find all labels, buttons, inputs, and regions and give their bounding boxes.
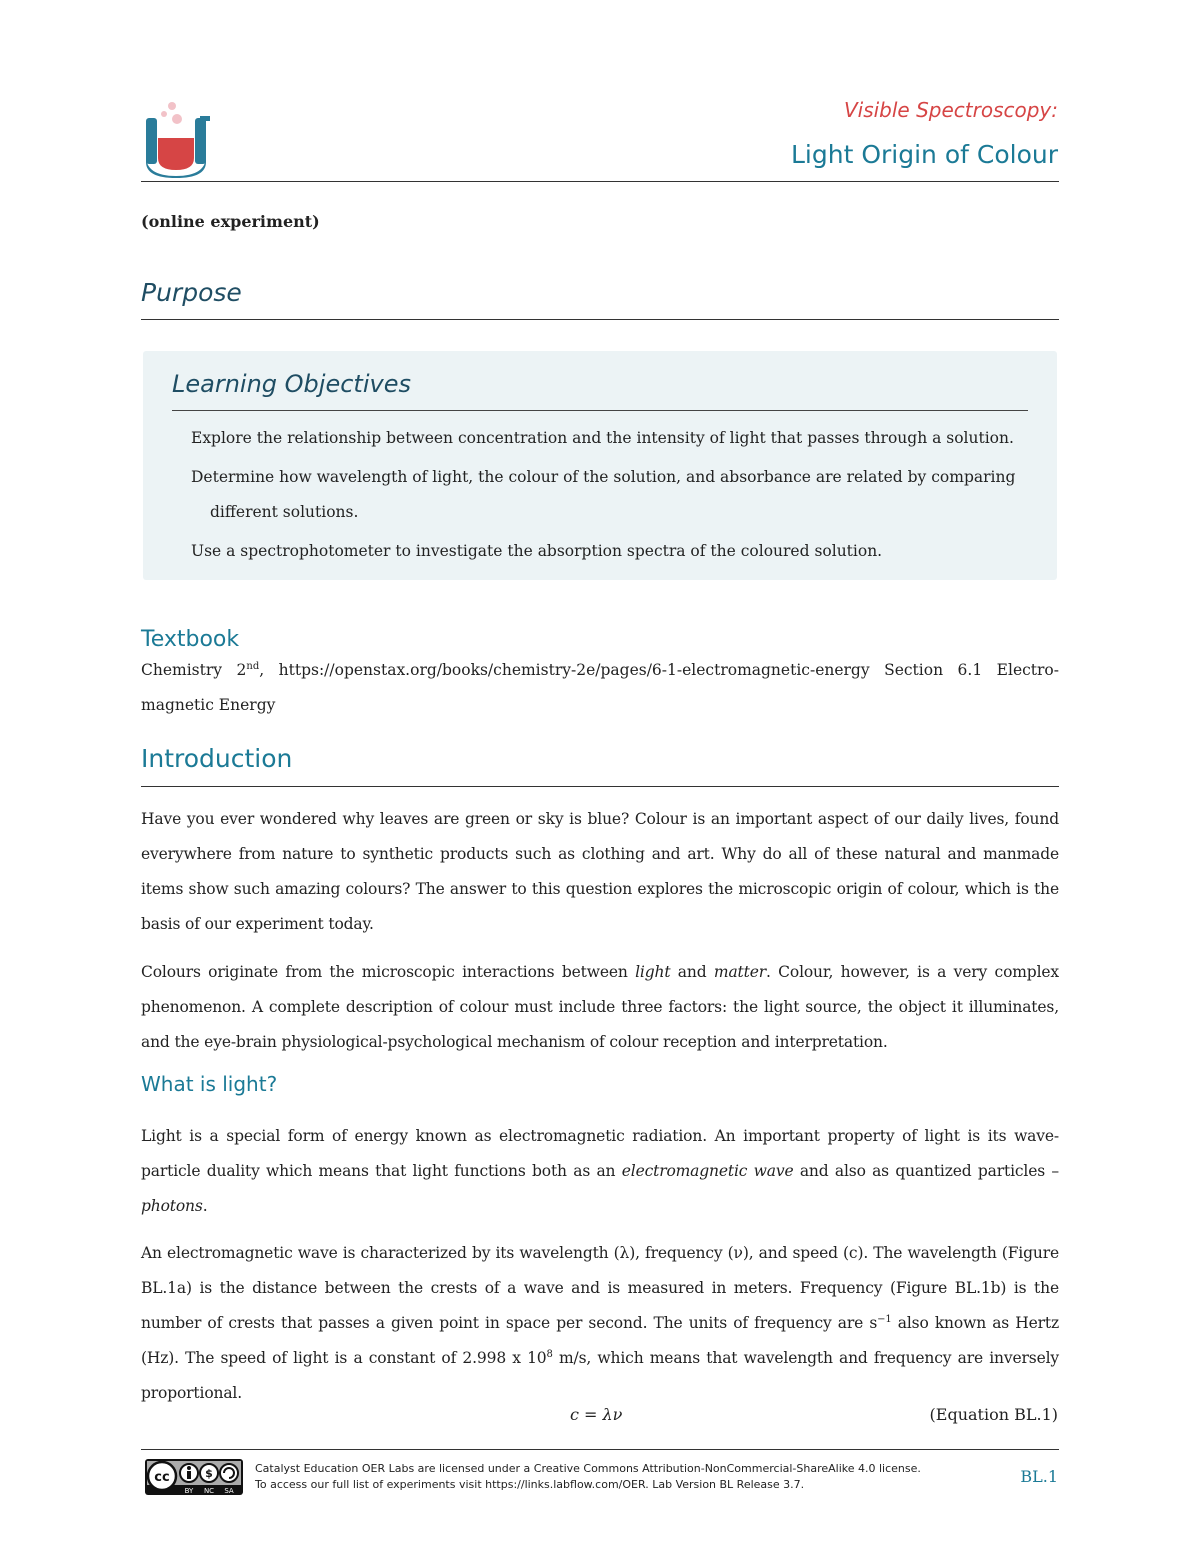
- footer-license-text: [255, 1461, 921, 1493]
- learning-objectives-divider: [172, 410, 1028, 411]
- objective-item-line: Determine how wavelength of light, the colour of the solution, and absorbance are related by comparing: [191, 468, 1016, 486]
- textbook-edition-sup: nd: [246, 660, 260, 672]
- superscript: −1: [877, 1313, 892, 1325]
- emphasis-em-wave: electromagnetic wave: [621, 1162, 794, 1180]
- introduction-divider: [141, 786, 1059, 787]
- text-run: . Colour, however, is a very complex phenomenon. A complete description of colour must include three factors: the light source, the object it illuminates, and the eye-brain physiological-psychological mechanism of colour reception and interpretation.: [141, 963, 1059, 1051]
- objective-item: Use a spectrophotometer to investigate the absorption spectra of the coloured solution.: [191, 542, 883, 560]
- header-subtitle: Visible Spectroscopy:: [843, 98, 1058, 122]
- beaker-logo-icon: [140, 100, 212, 178]
- textbook-heading: Textbook: [141, 627, 240, 652]
- text-run: m/s, which means that wavelength and frequency are inversely proportional.: [141, 1349, 1060, 1402]
- what-is-light-heading: What is light?: [141, 1072, 278, 1096]
- text-run: also known as Hertz (Hz). The speed of light is a constant of 2.998 x 10: [141, 1314, 1059, 1367]
- introduction-heading: Introduction: [141, 744, 293, 773]
- header-divider: [141, 181, 1059, 182]
- cc-by-label: BY: [184, 1487, 194, 1495]
- cc-label: cc: [154, 1470, 170, 1485]
- cc-nc-label: NC: [203, 1487, 215, 1495]
- intro-paragraph-2: [141, 955, 1059, 1060]
- text-run: .: [202, 1197, 208, 1215]
- page-number: BL.1: [1020, 1467, 1058, 1486]
- objective-item-continuation: different solutions.: [210, 503, 359, 521]
- footer-line-2[interactable]: To access our full list of experiments visit https://links.labflow.com/OER. Lab Version BL Release 3.7.: [255, 1478, 805, 1491]
- emphasis-light: light: [635, 963, 671, 981]
- footer-line-1: Catalyst Education OER Labs are licensed under a Creative Commons Attribution-NonCommercial-ShareAlike 4.0 license.: [255, 1462, 921, 1475]
- footer-divider: [141, 1449, 1059, 1450]
- equation-label: (Equation BL.1): [929, 1405, 1058, 1424]
- text-run: and: [670, 963, 714, 981]
- learning-objectives-box: [143, 351, 1057, 580]
- purpose-heading: Purpose: [141, 278, 242, 307]
- cc-by-nc-sa-icon: [145, 1459, 243, 1495]
- textbook-title: Chemistry 2: [141, 661, 247, 679]
- purpose-divider: [141, 319, 1059, 320]
- light-paragraph-1: [141, 1119, 1059, 1224]
- text-run: Colours originate from the microscopic interactions between: [141, 963, 636, 981]
- objective-item: [191, 460, 1031, 530]
- superscript: 8: [546, 1348, 553, 1360]
- textbook-link[interactable]: , https://openstax.org/books/chemistry-2e/pages/6-1-electromagnetic-energy Section 6.1 Electro-magnetic Energy: [141, 661, 1060, 714]
- text-run: Light is a special form of energy known as electromagnetic radiation. An important property of light is its wave-particle duality which means that light functions both as an: [141, 1127, 1059, 1180]
- cc-sa-label: SA: [224, 1487, 234, 1495]
- text-run: An electromagnetic wave is characterized by its wavelength (λ), frequency (ν), and speed (c). The wavelength (Figure BL.1a) is the distance between the crests of a wave and is measured in meters. Frequency (Figure BL.1b) is the number of crests that passes a given point in space per second. The units of frequency are s: [141, 1244, 1059, 1332]
- online-experiment-label: (online experiment): [141, 212, 320, 231]
- light-paragraph-2: [141, 1236, 1059, 1411]
- emphasis-matter: matter: [713, 963, 766, 981]
- equation: c = λν: [570, 1405, 623, 1424]
- header-title: Light Origin of Colour: [790, 140, 1058, 169]
- emphasis-photons: photons: [141, 1197, 203, 1215]
- intro-paragraph-1: Have you ever wondered why leaves are green or sky is blue? Colour is an important aspect of our daily lives, found everywhere from nature to synthetic products such as clothing and art. Why do all of these natural and manmade items show such amazing colours? The answer to this question explores the microscopic origin of colour, which is the basis of our experiment today.: [141, 810, 1059, 933]
- svg-text:$: $: [205, 1467, 213, 1480]
- learning-objectives-title: Learning Objectives: [172, 370, 411, 398]
- textbook-reference: [141, 653, 1059, 723]
- text-run: and also as quantized particles –: [793, 1162, 1060, 1180]
- objective-item: Explore the relationship between concentration and the intensity of light that passes through a solution.: [191, 429, 1014, 447]
